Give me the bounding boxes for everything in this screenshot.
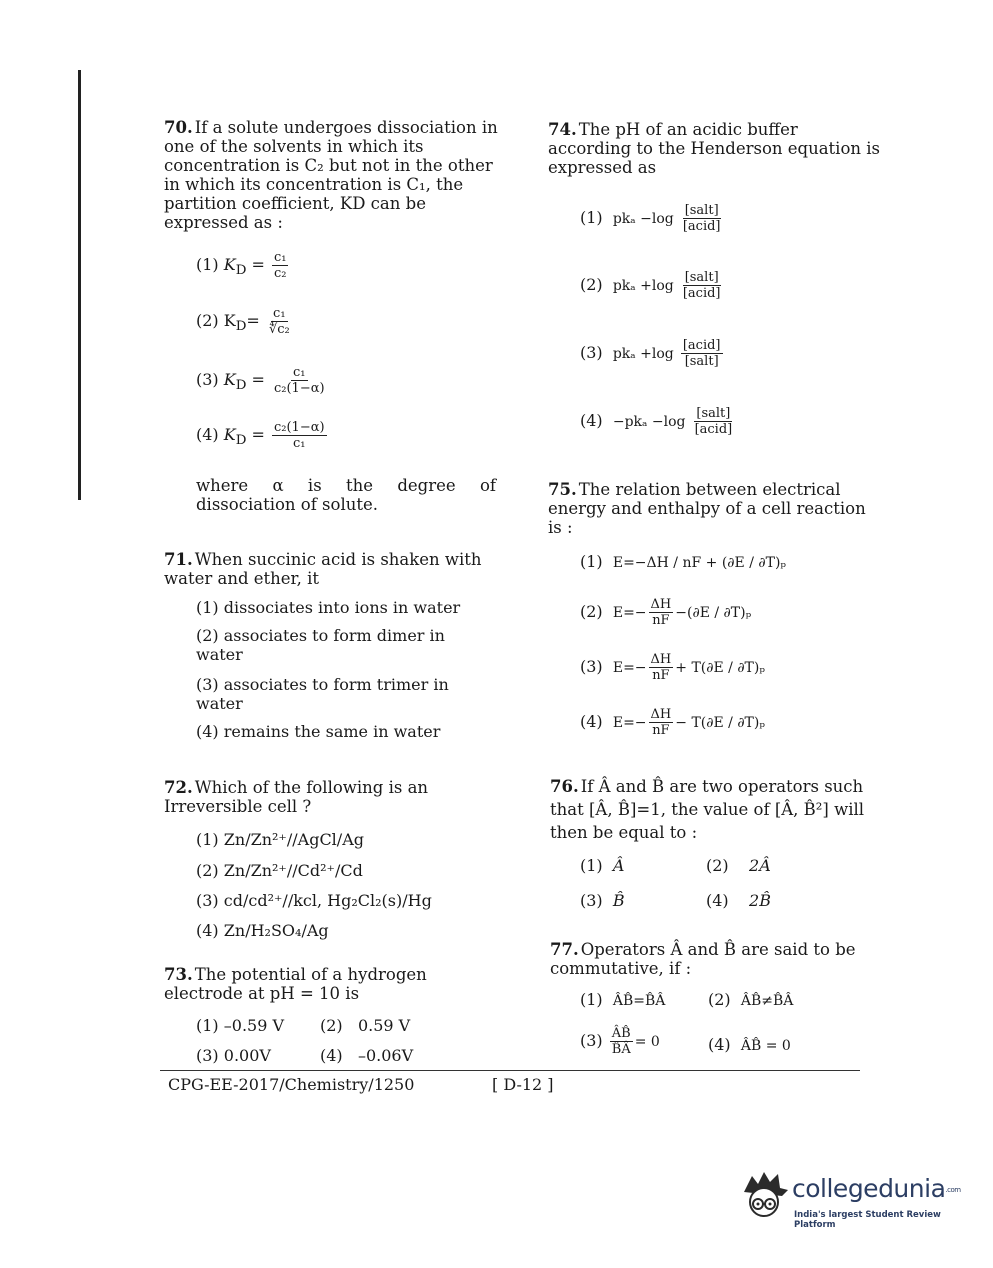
mascot-icon xyxy=(738,1168,792,1226)
question-72 xyxy=(164,778,499,816)
margin-line xyxy=(78,70,81,500)
q74-option-1[interactable]: (1) pkₐ −log $\frac{\text{[salt]}}{\text{[acid]}}$ xyxy=(580,203,721,234)
question-text: Which of the following is an Irreversible cell ? xyxy=(164,778,429,816)
fraction: $\frac{\text{[salt]}}{\text{[acid]}}$ xyxy=(682,270,721,301)
fraction: $\frac{\text{[acid]}}{\text{[salt]}}$ xyxy=(682,338,721,369)
q77-option-1[interactable]: (1) ÂB̂=B̂Â xyxy=(580,990,666,1009)
question-text: The potential of a hydrogen electrode at pH = 10 is xyxy=(164,965,427,1003)
q76-option-3[interactable]: (3) B̂ xyxy=(580,891,625,910)
q75-option-1[interactable]: (1) E=−ΔH / nF + (∂E / ∂T)ₚ xyxy=(580,552,786,571)
fraction: $\frac{\text{c₁}}{\text{c₂}}$ xyxy=(273,250,287,281)
question-77 xyxy=(550,940,882,978)
q75-option-2[interactable]: (2) E=− $\frac{\Delta H}{nF}$ −(∂E / ∂T)ₚ xyxy=(580,597,752,628)
q72-option-2[interactable]: (2) Zn/Zn²⁺//Cd²⁺/Cd xyxy=(196,861,363,880)
q71-option-1[interactable]: (1) dissociates into ions in water xyxy=(196,598,461,617)
question-75 xyxy=(548,480,880,537)
footer-rule xyxy=(160,1070,860,1071)
q71-option-4[interactable]: (4) remains the same in water xyxy=(196,722,441,741)
question-number: 70. xyxy=(164,118,193,137)
collegedunia-logo[interactable] xyxy=(738,1168,968,1228)
fraction: $\frac{\text{[salt]}}{\text{[acid]}}$ xyxy=(694,406,733,437)
q70-option-1[interactable]: (1) $K_D$ = $\frac{\text{c₁}}{\text{c₂}}$ xyxy=(196,250,287,281)
question-71 xyxy=(164,550,499,588)
footer-code: CPG-EE-2017/Chemistry/1250 xyxy=(168,1075,415,1094)
question-number: 71. xyxy=(164,550,193,569)
question-text: The relation between electrical energy and enthalpy of a cell reaction is : xyxy=(548,480,866,537)
q73-option-4[interactable]: (4) –0.06V xyxy=(320,1046,414,1065)
q75-option-3[interactable]: (3) E=− $\frac{\Delta H}{nF}$ + T(∂E / ∂T)ₚ xyxy=(580,652,765,683)
question-number: 76. xyxy=(550,777,579,796)
q73-option-1[interactable]: (1) –0.59 V xyxy=(196,1016,285,1035)
logo-name: collegedunia.com xyxy=(792,1174,961,1203)
question-text: When succinic acid is shaken with water and ether, it xyxy=(164,550,482,588)
q72-option-4[interactable]: (4) Zn/H₂SO₄/Ag xyxy=(196,921,329,940)
q77-option-2[interactable]: (2) ÂB̂≠B̂Â xyxy=(708,990,794,1009)
q72-option-3[interactable]: (3) cd/cd²⁺//kcl, Hg₂Cl₂(s)/Hg xyxy=(196,891,432,910)
fraction: $\frac{\text{c₁}}{\text{c₂(1−α)}}$ xyxy=(273,365,325,396)
fraction: $\frac{\Delta H}{nF}$ xyxy=(650,707,672,738)
q70-option-4[interactable]: (4) $K_D$ = $\frac{\text{c₂(1−α)}}{\text{c₁}}$ xyxy=(196,420,325,451)
question-text: If a solute undergoes dissociation in one of the solvents in which its concentration is C₂ but not in the other in which its concentration is C₁, the partition coefficient, KD can be expressed as : xyxy=(164,118,498,232)
q71-option-3[interactable]: (3) associates to form trimer in water xyxy=(196,675,449,713)
fraction: $\frac{\text{c₁}}{\text{∜c₂}}$ xyxy=(268,306,290,337)
question-text: Operators Â and B̂ are said to be commutative, if : xyxy=(550,940,856,978)
q77-option-3[interactable]: (3) $\frac{ÂB̂}{B̂Â}$ = 0 xyxy=(580,1026,660,1057)
question-number: 75. xyxy=(548,480,577,499)
question-76 xyxy=(550,775,880,844)
fraction: $\frac{ÂB̂}{B̂Â}$ xyxy=(611,1026,631,1057)
q76-option-2[interactable]: (2) 2Â xyxy=(706,856,771,875)
question-text: The pH of an acidic buffer according to the Henderson equation is expressed as xyxy=(548,120,881,177)
page-number: [ D-12 ] xyxy=(492,1075,554,1094)
question-text: If Â and B̂ are two operators such that [Â, B̂]=1, the value of [Â, B̂²] will then be equal to : xyxy=(550,777,865,842)
q76-option-4[interactable]: (4) 2B̂ xyxy=(706,891,771,910)
q70-option-3[interactable]: (3) $K_D$ = $\frac{\text{c₁}}{\text{c₂(1−α)}}$ xyxy=(196,365,325,396)
logo-tagline: India's largest Student Review Platform xyxy=(794,1210,941,1230)
question-number: 73. xyxy=(164,965,193,984)
q76-option-1[interactable]: (1) Â xyxy=(580,856,625,875)
question-73 xyxy=(164,965,499,1003)
q70-note: where α is the degree of dissociation of solute. xyxy=(196,476,496,514)
q74-option-2[interactable]: (2) pkₐ +log $\frac{\text{[salt]}}{\text{[acid]}}$ xyxy=(580,270,721,301)
question-number: 77. xyxy=(550,940,579,959)
fraction: $\frac{\Delta H}{nF}$ xyxy=(650,652,672,683)
fraction: $\frac{\text{[salt]}}{\text{[acid]}}$ xyxy=(682,203,721,234)
q72-option-1[interactable]: (1) Zn/Zn²⁺//AgCl/Ag xyxy=(196,830,364,849)
q73-option-2[interactable]: (2) 0.59 V xyxy=(320,1016,411,1035)
question-number: 74. xyxy=(548,120,577,139)
q75-option-4[interactable]: (4) E=− $\frac{\Delta H}{nF}$ − T(∂E / ∂T)ₚ xyxy=(580,707,765,738)
q73-option-3[interactable]: (3) 0.00V xyxy=(196,1046,271,1065)
question-70 xyxy=(164,118,499,232)
question-74 xyxy=(548,120,880,177)
fraction: $\frac{\Delta H}{nF}$ xyxy=(650,597,672,628)
q77-option-4[interactable]: (4) ÂB̂ = 0 xyxy=(708,1035,791,1054)
fraction: $\frac{\text{c₂(1−α)}}{\text{c₁}}$ xyxy=(273,420,325,451)
q74-option-4[interactable]: (4) −pkₐ −log $\frac{\text{[salt]}}{\text{[acid]}}$ xyxy=(580,406,733,437)
q71-option-2[interactable]: (2) associates to form dimer in water xyxy=(196,626,445,664)
question-number: 72. xyxy=(164,778,193,797)
q70-option-2[interactable]: (2) $K_D=$ $\frac{\text{c₁}}{\text{∜c₂}}$ xyxy=(196,306,290,337)
q74-option-3[interactable]: (3) pkₐ +log $\frac{\text{[acid]}}{\text{[salt]}}$ xyxy=(580,338,721,369)
